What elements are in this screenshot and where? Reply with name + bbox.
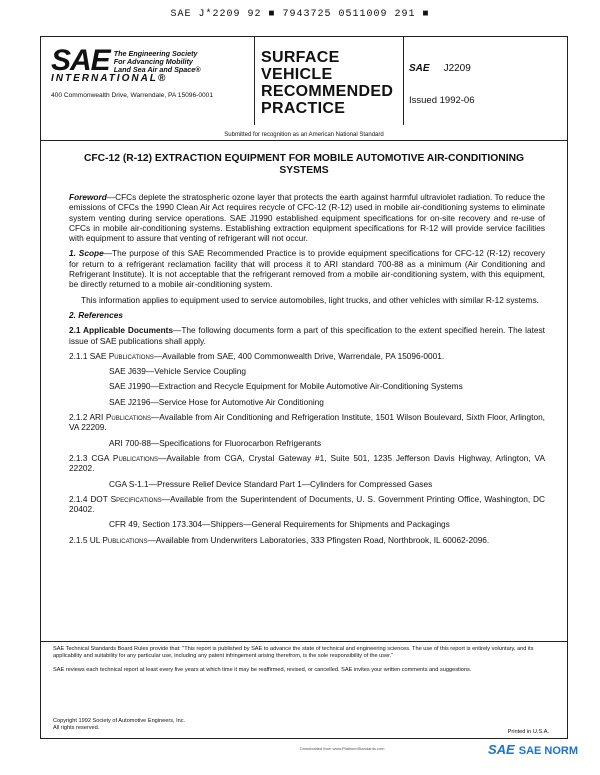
reference-item: CGA S-1.1—Pressure Relief Device Standard Part 1—Cylinders for Compressed Gases [109,478,433,489]
title-line: VEHICLE [261,66,333,83]
foreword-text: —CFCs deplete the stratospheric ozone layer that protects the earth against harmful ultraviolet radiation. To reduce the emissions of CFCs the 1990 Clean Air Act requires recycle of CFC-12 (R-12) used in mobile air-conditioning systems to eliminate system venting during service operations. SAE J1990 established equipment specifications for on-site recovery and re-use of CFCs in mobile air-conditioning systems. Establishing extraction equipment specifications for R-12 will provide service facilities with equipment to assure that venting of refrigerant will not occur. [69,192,545,244]
standard-id: J2209 [443,63,471,74]
scope-paragraph-2: This information applies to equipment used to service automobiles, light trucks, and other vehicles with similar R-12 systems. [81,294,539,305]
footer-rule [41,641,567,642]
rights-text: All rights reserved. [53,725,100,732]
title-line: PRACTICE [261,100,346,117]
publisher-block [51,44,271,99]
applicable-text: —The following documents form a part of this specification to the extent specified herein. The latest issue of SAE publications shall apply. [69,325,545,346]
tagline-line: For Advancing Mobility [113,57,193,66]
title-line: RECOMMENDED [261,83,394,100]
document-title: CFC-12 (R-12) EXTRACTION EQUIPMENT FOR MOBILE AUTOMOTIVE AIR-CONDITIONING SYSTEMS [83,153,525,176]
board-rules-note: SAE Technical Standards Board Rules provide that: "This report is published by SAE to advance the state of technical and engineering sciences. The use of this report is entirely voluntary, and its applicability and suitability for any particular use, including any patent infringement arising therefrom, is the sole responsibility of the user." [53,646,534,660]
cga-publications: 2.1.3 CGA Publications—Available from CGA, Crystal Gateway #1, Suite 501, 1235 Jefferson Davis Highway, Arlington, VA 22202. [69,452,546,474]
reference-item: SAE J639—Vehicle Service Coupling [109,366,246,377]
document-type-title [261,49,393,117]
sae-logo [51,44,271,77]
tagline-line: Land Sea Air and Space® [113,65,201,74]
standard-prefix: SAE [409,63,430,74]
sae-publications: 2.1.1 SAE Publications—Available from SAE, 400 Commonwealth Drive, Warrendale, PA 15096-0001. [69,350,445,361]
ari-publications: 2.1.2 ARI Publications—Available from Air Conditioning and Refrigeration Institute, 1501 Wilson Boulevard, Sixth Floor, Arlington, VA 22209. [69,412,545,433]
scope-paragraph [69,248,545,289]
scope-text: —The purpose of this SAE Recommended Practice is to provide equipment specifications for CFC-12 (R-12) recovery for return to a refrigerant reclamation facility that will process it to ARI standard 700-88 as a minimum (Air Conditioning and Refrigerant Institute). It is not acceptable that the refrigerant removed from a mobile air-conditioning system, with this equipment, be directly returned to a mobile air-conditioning system. [69,248,546,290]
ul-publications: 2.1.5 UL Publications—Available from Underwriters Laboratories, 333 Pfingsten Road, Northbrook, IL 60062-2096. [69,534,490,545]
header-divider [254,37,255,125]
reference-item: SAE J2196—Service Hose for Automotive Air Conditioning [109,396,324,407]
reference-item: CFR 49, Section 173.304—Shippers—General Requirements for Shipments and Packagings [109,519,450,530]
foreword-label: Foreword [69,192,107,202]
tagline-line: The Engineering Society [113,49,198,58]
title-line: SURFACE [261,49,340,66]
review-note: SAE reviews each technical report at least every five years at which time it may be reaffirmed, revised, or cancelled. SAE invites your written comments and suggestions. [53,666,472,673]
issued-date: Issued 1992-06 [409,95,475,106]
applicable-label: 2.1 Applicable Documents [69,325,174,336]
copyright-block [53,718,185,733]
download-note: Downloaded from www.PlatinumStandards.com [300,746,385,751]
logo-tagline [114,50,201,74]
header-rule [41,140,567,141]
document-frame [40,36,568,739]
publisher-address: 400 Commonwealth Drive, Warrendale, PA 15096-0001 [51,92,213,99]
standard-number [409,63,471,74]
references-heading: 2. References [69,309,123,320]
watermark-logo: SAE [488,742,515,757]
document-body [69,192,545,550]
copyright-text: Copyright 1992 Society of Automotive Engineers, Inc. [53,718,186,724]
dot-specifications: 2.1.4 DOT Specifications—Available from the Superintendent of Documents, U. S. Government Printing Office, Washington, DC 20402. [69,493,545,515]
sae-norm-watermark [488,742,578,757]
scope-label: 1. Scope [69,248,104,259]
header-divider [403,37,404,125]
international-label: INTERNATIONAL® [51,73,168,84]
reference-item: ARI 700-88—Specifications for Fluorocarbon Refrigerants [109,437,322,448]
sae-logo-mark: SAE [51,44,110,77]
footer-notes [53,646,553,680]
printed-in: Printed in U.S.A. [507,729,549,735]
foreword-paragraph [69,192,545,243]
watermark-text: SAE NORM [518,745,579,757]
reference-item: SAE J1990—Extraction and Recycle Equipment for Mobile Automotive Air-Conditioning Systems [109,381,463,392]
applicable-documents [69,325,545,346]
document-code-line: SAE J*2209 92 ■ 7943725 0511009 291 ■ [170,9,430,20]
submitted-note: Submitted for recognition as an American National Standard [224,132,384,138]
